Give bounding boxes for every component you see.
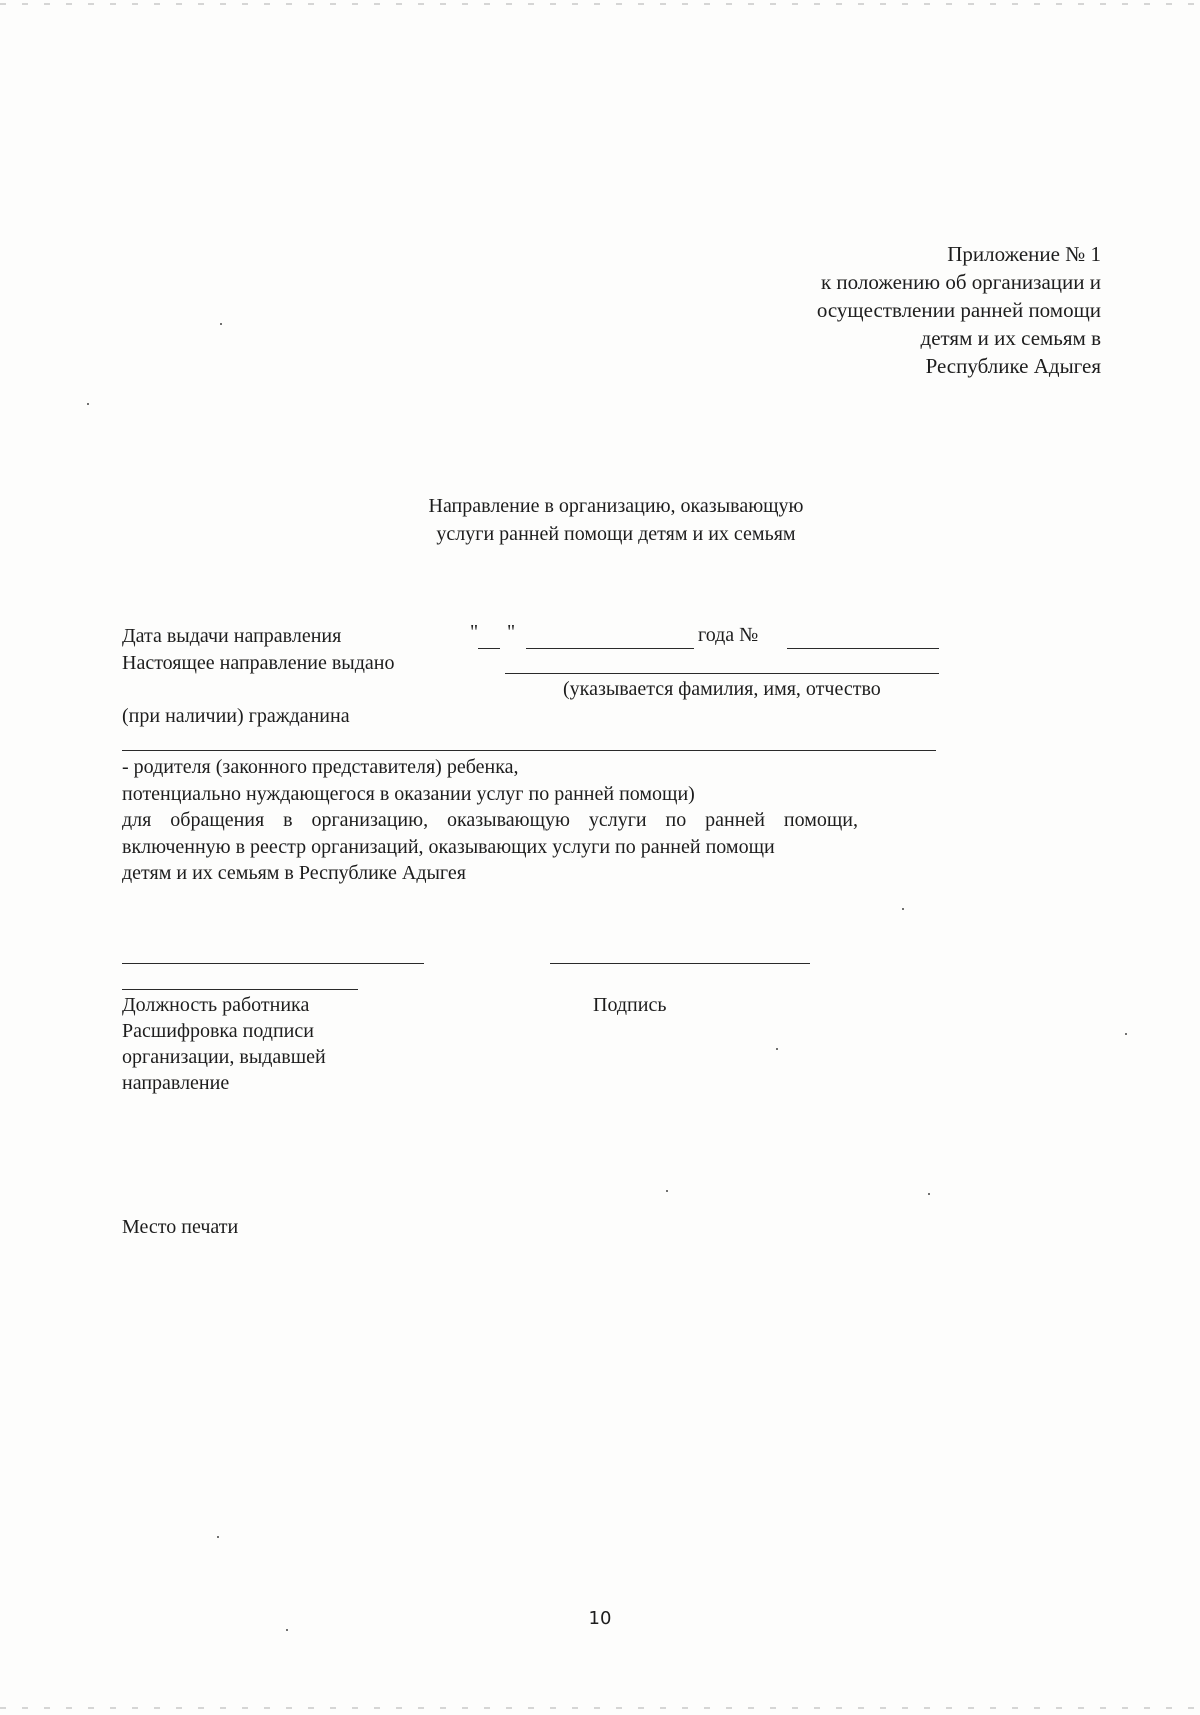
issued-to-label: Настоящее направление выдано	[122, 652, 395, 674]
number-field-line[interactable]	[787, 648, 939, 649]
citizen-name-field-line[interactable]	[122, 750, 936, 751]
document-title	[306, 492, 926, 548]
body-paragraph	[122, 754, 882, 887]
scan-speck	[286, 1629, 288, 1631]
title-line: Направление в организацию, оказывающую	[428, 495, 804, 517]
body-line: - родителя (законного представителя) ребенка,	[122, 756, 519, 778]
appendix-line: детям и их семьям в	[920, 326, 1101, 350]
scan-speck	[1125, 1033, 1127, 1035]
page-number: 10	[588, 1608, 612, 1629]
scan-speck	[220, 323, 222, 325]
appendix-number: Приложение № 1	[947, 242, 1101, 266]
decoding-field-line[interactable]	[122, 989, 358, 990]
month-field-line[interactable]	[526, 648, 694, 649]
scan-speck	[776, 1048, 778, 1050]
appendix-header	[641, 240, 1101, 380]
appendix-line: осуществлении ранней помощи	[816, 298, 1101, 322]
appendix-line: Республике Адыгея	[925, 354, 1101, 378]
org-label: направление	[122, 1072, 230, 1094]
position-field-line[interactable]	[122, 963, 424, 964]
appendix-line: к положению об организации и	[820, 270, 1101, 294]
scan-edge-bottom	[0, 1707, 1200, 1709]
year-number-label: года №	[698, 624, 759, 646]
body-line: для обращения в организацию, оказывающую услуги по ранней помощи,	[122, 809, 858, 831]
quote-open: "	[470, 621, 479, 643]
day-field-line[interactable]	[478, 648, 500, 649]
signature-labels	[122, 992, 326, 1096]
decoding-label: Расшифровка подписи	[122, 1020, 314, 1042]
citizen-label: (при наличии) гражданина	[122, 705, 350, 727]
issued-to-field-line[interactable]	[505, 673, 939, 674]
quote-close: "	[507, 621, 516, 643]
scan-speck	[87, 403, 89, 405]
scan-speck	[928, 1193, 930, 1195]
stamp-placeholder-label: Место печати	[122, 1216, 239, 1238]
position-label: Должность работника	[122, 994, 310, 1016]
body-line: включенную в реестр организаций, оказывающих услуги по ранней помощи	[122, 835, 775, 858]
scan-speck	[217, 1536, 219, 1538]
body-line: потенциально нуждающегося в оказании услуг по ранней помощи)	[122, 782, 695, 805]
org-label: организации, выдавшей	[122, 1046, 326, 1068]
issue-date-label: Дата выдачи направления	[122, 625, 342, 647]
scan-edge-top	[0, 3, 1200, 5]
title-line: услуги ранней помощи детям и их семьям	[436, 523, 796, 545]
signature-label: Подпись	[593, 994, 667, 1016]
fio-hint: (указывается фамилия, имя, отчество	[563, 678, 881, 700]
body-line: детям и их семьям в Республике Адыгея	[122, 862, 466, 884]
scan-speck	[902, 908, 904, 910]
scan-speck	[666, 1190, 668, 1192]
signature-field-line[interactable]	[550, 963, 810, 964]
